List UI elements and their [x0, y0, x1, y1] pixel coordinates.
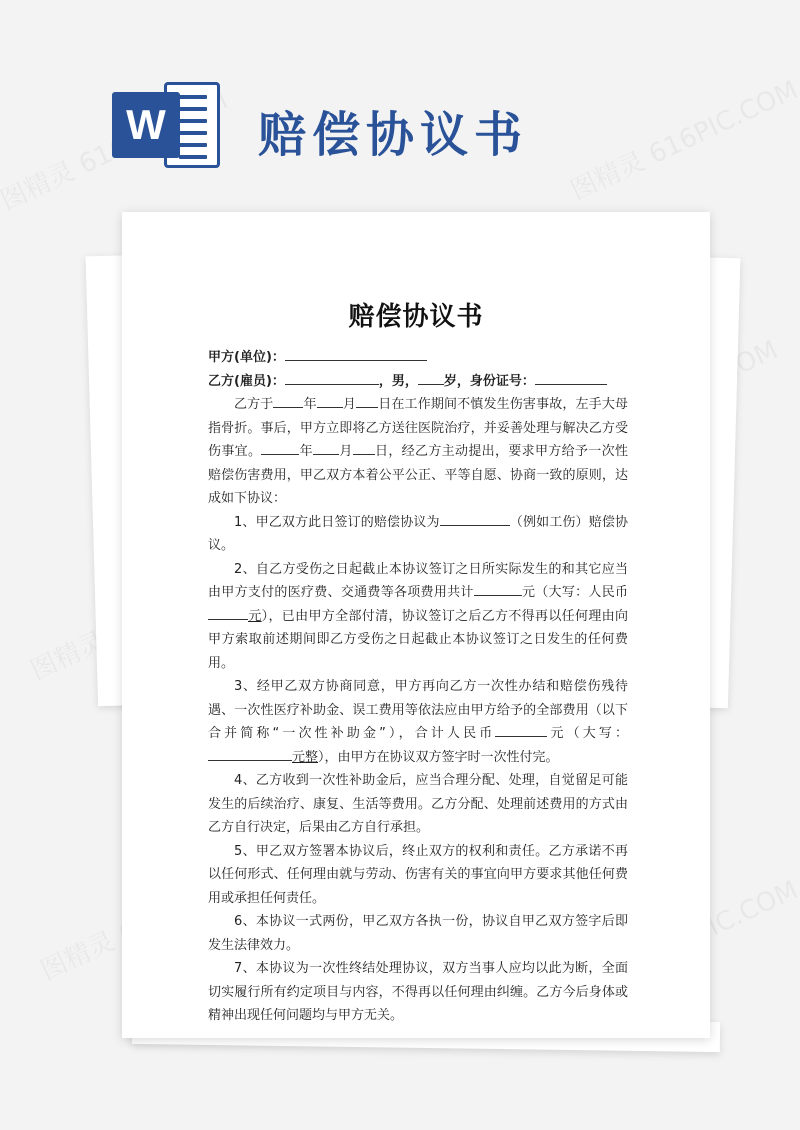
party-a-line: 甲方(单位)：: [208, 346, 628, 370]
clause-1: 1、甲乙双方此日签订的赔偿协议为 （例如工伤）赔偿协议。: [208, 511, 628, 558]
party-b-line: 乙方(雇员)： ，男， 岁，身份证号：: [208, 370, 628, 394]
clause-7: 7、本协议为一次性终结处理协议，双方当事人应均以此为断，全面切实履行所有约定项目与内容，不得再以任何理由纠缠。乙方今后身体或精神出现任何问题均与甲方无关。: [208, 961, 628, 1023]
party-b-name-blank: [285, 370, 379, 385]
document-body: [208, 346, 628, 1028]
party-a-blank: [285, 346, 427, 361]
header: [108, 78, 708, 178]
clause-3: 3、经甲乙双方协商同意，甲方再向乙方一次性办结和赔偿伤残待遇、一次性医疗补助金、误工费用等依法应由甲方给予的全部费用（以下合并简称“一次性补助金”），合计人民币 元（大写：元整），由甲方在协议双方签字时一次性付完。: [208, 679, 628, 765]
party-b-age-blank: [418, 370, 444, 385]
clause-2: 2、自乙方受伤之日起截止本协议签订之日所实际发生的和其它应当由甲方支付的医疗费、交通费等各项费用共计 元（大写：人民币元），已由甲方全部付清，协议签订之后乙方不得再以任何理由向甲方索取前述期间即乙方受伤之日起截止本协议签订之日发生的任何费用。: [208, 561, 628, 671]
document-title: 赔偿协议书: [348, 302, 484, 332]
intro-paragraph: 乙方于 年 月 日在工作期间不慎发生伤害事故，左手大母指骨折。事后，甲方立即将乙方送往医院治疗，并妥善处理与解决乙方受伤事宜。 年 月 日，经乙方主动提出，要求甲方给予一次性赔偿伤害费用，甲乙双方本着公平公正、平等自愿、协商一致的原则，达成如下协议：: [208, 393, 628, 511]
word-icon: [108, 78, 224, 178]
header-title: 赔偿协议书: [258, 107, 529, 163]
clause-6: 6、本协议一式两份，甲乙双方各执一份，协议自甲乙双方签字后即发生法律效力。: [208, 914, 628, 953]
document-page: [122, 212, 710, 1038]
word-letter: W: [112, 92, 180, 158]
clause-5: 5、甲乙双方签署本协议后，终止双方的权利和责任。乙方承诺不再以任何形式、任何理由就与劳动、伤害有关的事宜向甲方要求其他任何费用或承担任何责任。: [208, 843, 628, 906]
party-b-id-blank: [535, 370, 607, 385]
clause-4: 4、乙方收到一次性补助金后，应当合理分配、处理，自觉留足可能发生的后续治疗、康复、生活等费用。乙方分配、处理前述费用的方式由乙方自行决定，后果由乙方自行承担。: [208, 773, 628, 835]
